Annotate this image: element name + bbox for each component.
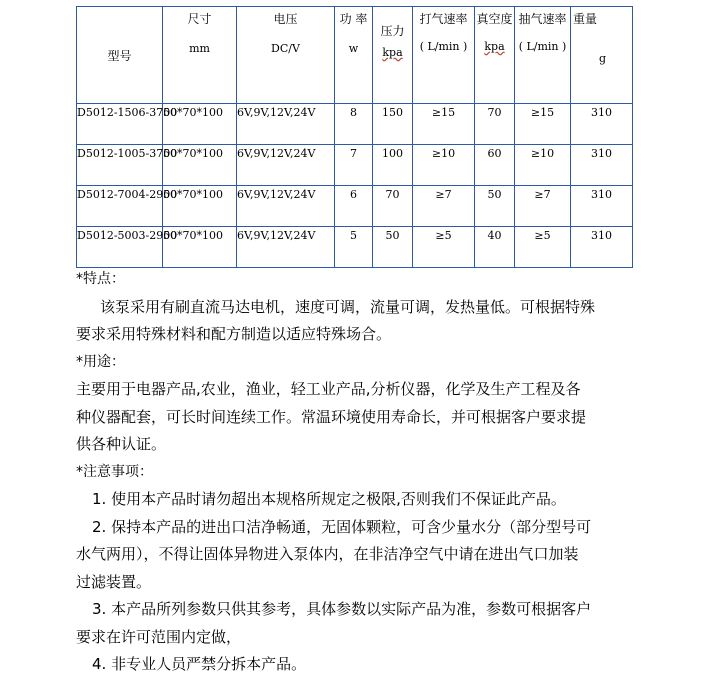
header-vacuum: 真空度 kpa — [475, 7, 515, 104]
cell-size: 50*70*100 — [163, 145, 237, 186]
note-item: 4. 非专业人员严禁分拆本产品。 — [92, 655, 307, 673]
note-item-continued: 水气两用），不得让固体异物进入泵体内，在非洁净空气中请在进出气口加装 — [76, 545, 579, 563]
note-item: 3. 本产品所列参数只供其参考，具体参数以实际产品为准，参数可根据客户 — [92, 600, 592, 618]
description-block — [76, 266, 636, 679]
table-row — [77, 186, 633, 227]
notes-heading: *注意事项： — [76, 463, 153, 480]
cell-size: 50*70*100 — [163, 186, 237, 227]
cell-voltage: 6V,9V,12V,24V — [237, 145, 335, 186]
usage-text-line: 种仪器配套，可长时间连续工作。常温环境使用寿命长，并可根据客户要求提 — [76, 407, 587, 426]
features-heading: *特点： — [76, 271, 125, 287]
cell-pressure: 50 — [373, 227, 413, 268]
cell-pressure: 100 — [373, 145, 413, 186]
note-item-continued: 要求在许可范围内定做， — [76, 627, 242, 646]
header-size: 尺寸 mm — [163, 7, 237, 104]
note-item: 2. 保持本产品的进出口洁净畅通，无固体颗粒，可含少量水分（部分型号可 — [92, 517, 592, 536]
cell-model: D5012-5003-2900 — [77, 227, 163, 268]
cell-voltage: 6V,9V,12V,24V — [237, 186, 335, 227]
header-power: 功 率 w — [335, 7, 373, 104]
cell-weight: 310 — [571, 186, 633, 227]
cell-pressure: 150 — [373, 104, 413, 145]
cell-exhaust-rate: ≥10 — [515, 145, 571, 186]
cell-power: 5 — [335, 227, 373, 268]
cell-model: D5012-1005-3700 — [77, 145, 163, 186]
note-item: 1. 使用本产品时请勿超出本规格所规定之极限,否则我们不保证此产品。 — [92, 490, 566, 508]
usage-text-line: 主要用于电器产品,农业，渔业，轻工业产品,分析仪器，化学及生产工程及各 — [76, 380, 581, 398]
table-header-row — [77, 7, 633, 104]
cell-pump-rate: ≥15 — [413, 104, 475, 145]
cell-power: 8 — [335, 104, 373, 145]
cell-vacuum: 70 — [475, 104, 515, 145]
usage-heading: *用途： — [76, 353, 125, 370]
cell-model: D5012-7004-2900 — [77, 186, 163, 227]
cell-power: 7 — [335, 145, 373, 186]
header-pump-rate: 打气速率 ( L/min ) — [413, 7, 475, 104]
note-item-continued: 过滤装置。 — [76, 572, 152, 591]
cell-weight: 310 — [571, 145, 633, 186]
header-pressure: 压力 kpa — [373, 7, 413, 104]
cell-weight: 310 — [571, 227, 633, 268]
table-row — [77, 227, 633, 268]
cell-size: 50*70*100 — [163, 227, 237, 268]
features-text-line: 要求采用特殊材料和配方制造以适应特殊场合。 — [76, 325, 392, 343]
table-row — [77, 104, 633, 145]
cell-pressure: 70 — [373, 186, 413, 227]
cell-voltage: 6V,9V,12V,24V — [237, 104, 335, 145]
cell-voltage: 6V,9V,12V,24V — [237, 227, 335, 268]
cell-pump-rate: ≥7 — [413, 186, 475, 227]
cell-size: 50*70*100 — [163, 104, 237, 145]
table-row — [77, 145, 633, 186]
cell-vacuum: 50 — [475, 186, 515, 227]
features-text-line: 该泵采用有刷直流马达电机，速度可调，流量可调，发热量低。可根据特殊 — [100, 297, 596, 316]
cell-pump-rate: ≥10 — [413, 145, 475, 186]
cell-exhaust-rate: ≥7 — [515, 186, 571, 227]
cell-model: D5012-1506-3700 — [77, 104, 163, 145]
cell-weight: 310 — [571, 104, 633, 145]
cell-exhaust-rate: ≥15 — [515, 104, 571, 145]
cell-power: 6 — [335, 186, 373, 227]
cell-exhaust-rate: ≥5 — [515, 227, 571, 268]
cell-vacuum: 60 — [475, 145, 515, 186]
spec-table — [76, 6, 633, 268]
header-voltage: 电压 DC/V — [237, 7, 335, 104]
header-weight: 重量 g — [571, 7, 633, 104]
usage-text-line: 供各种认证。 — [76, 435, 167, 453]
header-exhaust-rate: 抽气速率 ( L/min ) — [515, 7, 571, 104]
cell-pump-rate: ≥5 — [413, 227, 475, 268]
cell-vacuum: 40 — [475, 227, 515, 268]
header-model: 型号 — [77, 7, 163, 104]
